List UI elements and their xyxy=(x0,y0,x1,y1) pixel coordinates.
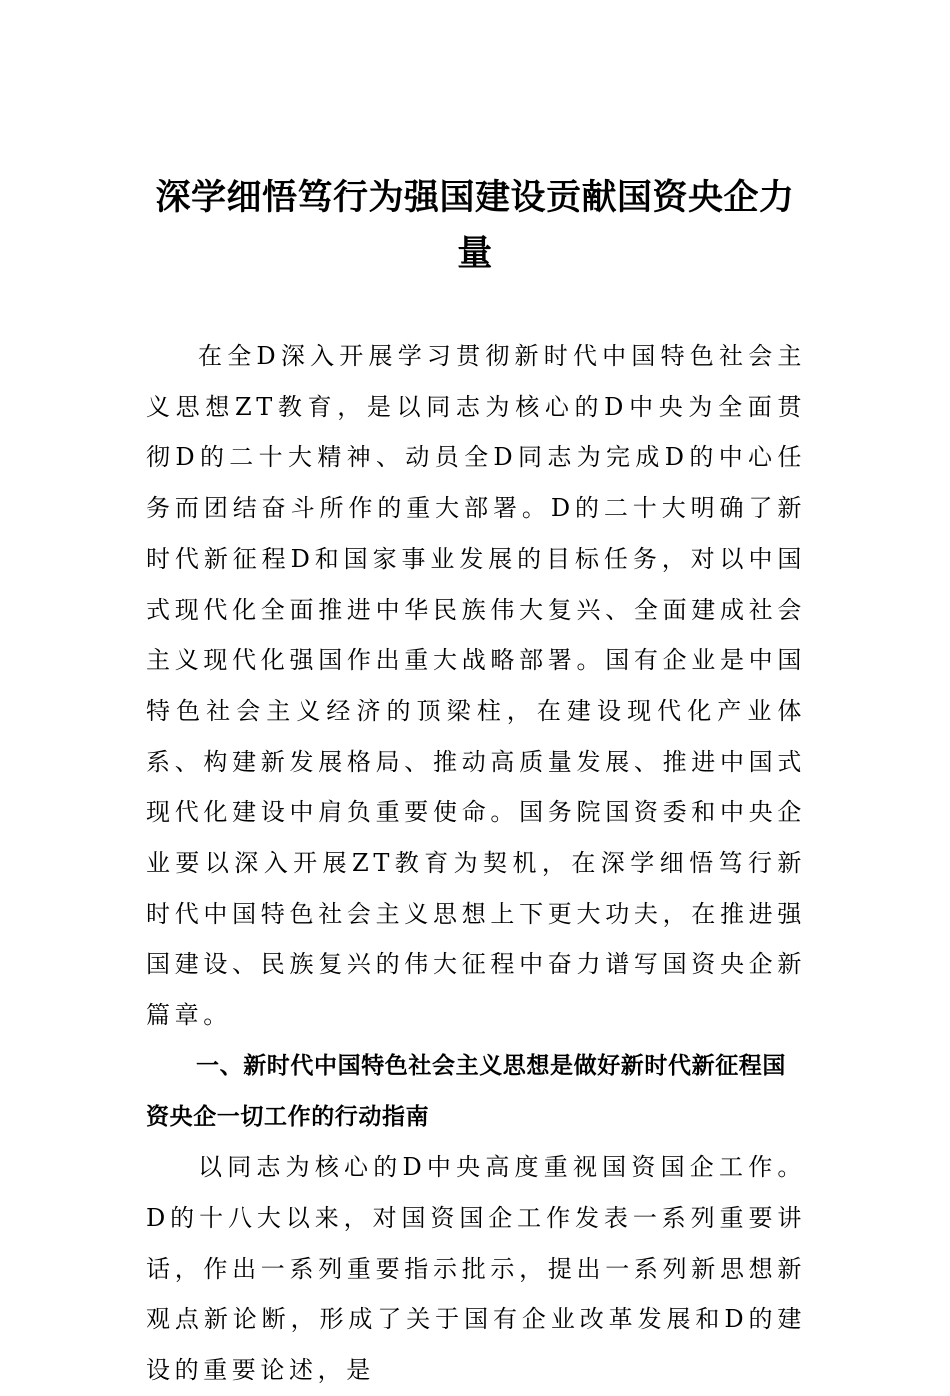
document-body xyxy=(146,331,806,1396)
section-heading: 一、新时代中国特色社会主义思想是做好新时代新征程国资央企一切工作的行动指南 xyxy=(146,1052,786,1130)
section-paragraph: 以同志为核心的D中央高度重视国资国企工作。D的十八大以来，对国资国企工作发表一系列重要讲话，作出一系列重要指示批示，提出一系列新思想新观点新论断，形成了关于国有企业改革发展和D的建设的重要论述，是 xyxy=(146,1153,806,1385)
intro-paragraph: 在全D深入开展学习贯彻新时代中国特色社会主义思想ZT教育，是以同志为核心的D中央为全面贯彻D的二十大精神、动员全D同志为完成D的中心任务而团结奋斗所作的重大部署。D的二十大明确了新时代新征程D和国家事业发展的目标任务，对以中国式现代化全面推进中华民族伟大复兴、全面建成社会主义现代化强国作出重大战略部署。国有企业是中国特色社会主义经济的顶梁柱，在建设现代化产业体系、构建新发展格局、推动高质量发展、推进中国式现代化建设中肩负重要使命。国务院国资委和中央企业要以深入开展ZT教育为契机，在深学细悟笃行新时代中国特色社会主义思想上下更大功夫，在推进强国建设、民族复兴的伟大征程中奋力谱写国资央企新篇章。 xyxy=(146,342,806,1030)
document-title: 深学细悟笃行为强国建设贡献国资央企力量 xyxy=(155,178,795,274)
